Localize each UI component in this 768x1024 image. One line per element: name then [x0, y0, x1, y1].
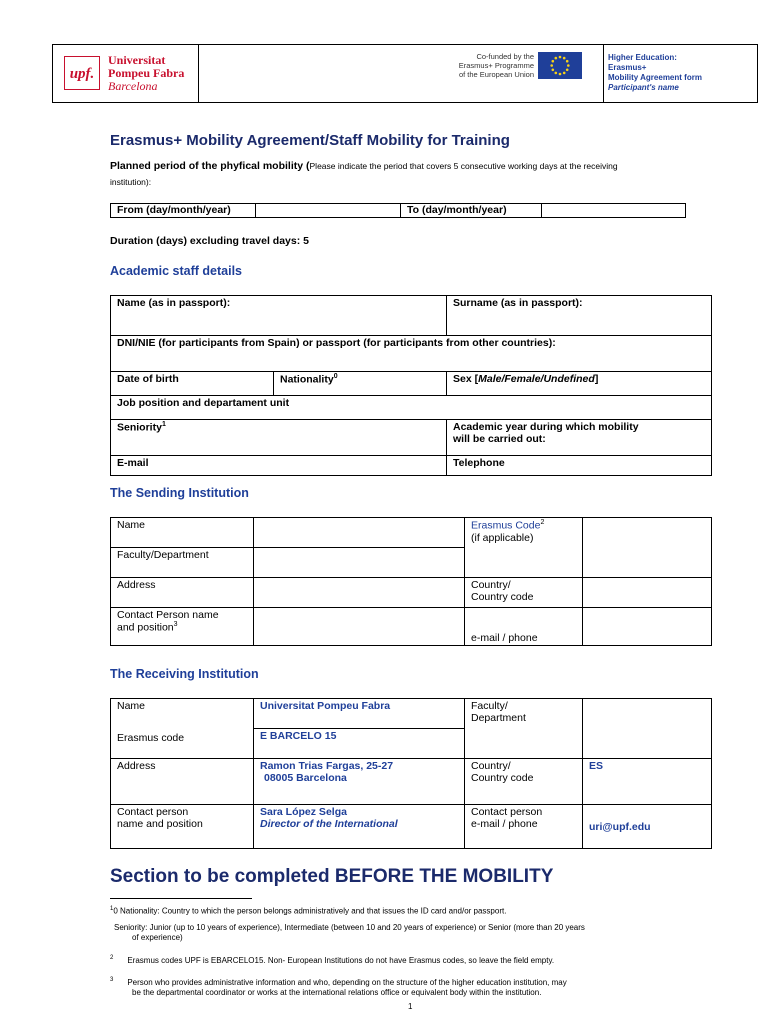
- passport-name-field[interactable]: Name (as in passport):: [111, 296, 447, 336]
- sending-email-input[interactable]: [583, 608, 712, 646]
- to-label: To (day/month/year): [401, 204, 542, 218]
- receiving-name-value: Universitat Pompeu Fabra: [254, 699, 465, 729]
- to-input[interactable]: [542, 204, 686, 218]
- passport-surname-field[interactable]: Surname (as in passport):: [447, 296, 712, 336]
- page-title: Erasmus+ Mobility Agreement/Staff Mobility for Training: [110, 132, 510, 149]
- from-input[interactable]: [256, 204, 401, 218]
- header-divider-1: [198, 44, 199, 103]
- period-table: [110, 203, 686, 218]
- receiving-table: [110, 698, 712, 849]
- receiving-contact-value: Sara López Selga Director of the International: [254, 805, 465, 849]
- sending-table: [110, 517, 712, 646]
- receiving-faculty-label: Faculty/ Department: [465, 699, 583, 759]
- header-border-right: [757, 44, 758, 103]
- receiving-code-value: E BARCELO 15: [254, 729, 465, 759]
- university-name: Universitat Pompeu Fabra Barcelona: [108, 53, 185, 93]
- job-position-field[interactable]: Job position and departament unit: [111, 396, 712, 420]
- footnote-nationality: $^1$0 Nationality: Country to which the person belongs administratively and that issues the ID card and/or passport.: [110, 906, 507, 916]
- header-border-top: [52, 44, 758, 45]
- footnote-contact-person: $^3$ Person who provides administrative information and who, depending on the structure of the higher education institution, may be the departmental coordinator or works at the international relations office or equivalent body within the institution.: [110, 977, 567, 997]
- sending-name-input[interactable]: [254, 518, 465, 548]
- eu-flag-icon: [538, 52, 582, 79]
- sending-erasmus-code-input[interactable]: [583, 518, 712, 578]
- duration-text: Duration (days) excluding travel days: 5: [110, 235, 309, 247]
- dob-field[interactable]: Date of birth: [111, 372, 274, 396]
- receiving-faculty-input[interactable]: [583, 699, 712, 759]
- sending-address-label: Address: [111, 578, 254, 608]
- period-label: Planned period of the phyfical mobility (Please indicate the period that covers 5 consecutive working days at the receiving: [110, 160, 618, 172]
- seniority-field[interactable]: Seniority$^1$: [111, 420, 447, 456]
- receiving-address-value: Ramon Trias Fargas, 25-27 08005 Barcelona: [254, 759, 465, 805]
- dni-field[interactable]: DNI/NIE (for participants from Spain) or passport (for participants from other countries):: [111, 336, 712, 372]
- staff-heading: Academic staff details: [110, 264, 242, 278]
- sending-name-label: Name: [111, 518, 254, 548]
- receiving-email-label: Contact person e-mail / phone: [465, 805, 583, 849]
- from-label: From (day/month/year): [111, 204, 256, 218]
- header-border-bottom: [52, 102, 758, 103]
- sending-faculty-input[interactable]: [254, 548, 465, 578]
- sending-faculty-label: Faculty/Department: [111, 548, 254, 578]
- receiving-country-label: Country/ Country code: [465, 759, 583, 805]
- footnote-separator: [110, 898, 252, 899]
- header-divider-2: [603, 44, 604, 103]
- receiving-country-value: ES: [583, 759, 712, 805]
- sending-contact-label: Contact Person name and position$^3$: [111, 608, 254, 646]
- receiving-name-label: Name Erasmus code: [111, 699, 254, 759]
- sending-erasmus-code-label: Erasmus Code$^2$ (if applicable): [465, 518, 583, 578]
- section-title: Section to be completed BEFORE THE MOBILITY: [110, 866, 554, 887]
- form-identifier: Higher Education: Erasmus+ Mobility Agreement form Participant's name: [608, 53, 702, 92]
- receiving-address-label: Address: [111, 759, 254, 805]
- upf-logo-mark: upf.: [64, 56, 100, 90]
- sending-email-label: e-mail / phone: [465, 608, 583, 646]
- sending-country-input[interactable]: [583, 578, 712, 608]
- receiving-email-value: uri@upf.edu: [583, 805, 712, 849]
- footnote-seniority: Seniority: Junior (up to 10 years of experience), Intermediate (between 10 and 20 years of experience) or Senior (more than 20 years of experience): [114, 923, 585, 942]
- academic-year-field[interactable]: Academic year during which mobility will be carried out:: [447, 420, 712, 456]
- page-number: 1: [408, 1002, 413, 1011]
- eu-cofunded-text: Co-funded by the Erasmus+ Programme of the European Union: [458, 52, 534, 79]
- footnote-erasmus-codes: $^2$ Erasmus codes UPF is EBARCELO15. Non- European Institutions do not have Erasmus codes, so leave the field empty.: [110, 955, 555, 965]
- telephone-field[interactable]: Telephone: [447, 456, 712, 476]
- sending-heading: The Sending Institution: [110, 486, 249, 500]
- receiving-heading: The Receiving Institution: [110, 667, 259, 681]
- receiving-contact-label: Contact person name and position: [111, 805, 254, 849]
- sex-field[interactable]: Sex [Male/Female/Undefined]: [447, 372, 712, 396]
- sending-address-input[interactable]: [254, 578, 465, 608]
- nationality-field[interactable]: Nationality$^0$: [274, 372, 447, 396]
- header-border-left: [52, 44, 53, 103]
- staff-table: [110, 295, 712, 476]
- sending-country-label: Country/ Country code: [465, 578, 583, 608]
- period-note: institution):: [110, 177, 152, 187]
- sending-contact-input[interactable]: [254, 608, 465, 646]
- email-field[interactable]: E-mail: [111, 456, 447, 476]
